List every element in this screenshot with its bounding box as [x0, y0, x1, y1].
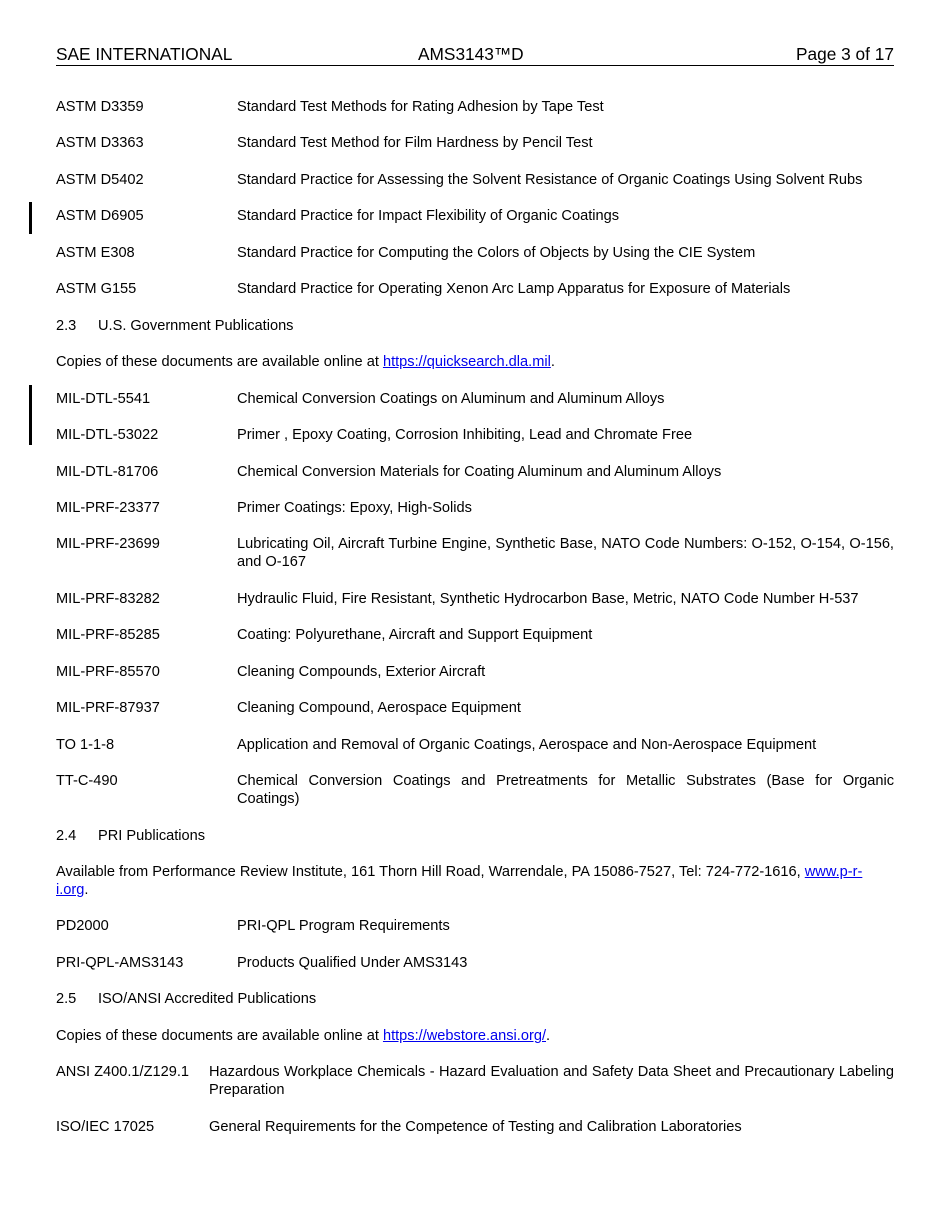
section-title: PRI Publications — [98, 828, 206, 844]
reference-code: MIL-PRF-85570 — [56, 664, 160, 680]
reference-code: MIL-DTL-81706 — [56, 464, 159, 480]
section-title: ISO/ANSI Accredited Publications — [98, 991, 317, 1007]
reference-code: TT-C-490 — [56, 773, 118, 789]
reference-code: MIL-DTL-5541 — [56, 391, 151, 407]
reference-title: Chemical Conversion Coatings on Aluminum and Aluminum Alloys — [237, 391, 665, 407]
reference-code: TO 1-1-8 — [56, 737, 115, 753]
reference-title: Products Qualified Under AMS3143 — [237, 955, 468, 971]
reference-title: Standard Test Methods for Rating Adhesion by Tape Test — [237, 99, 604, 115]
reference-title: Standard Practice for Computing the Colors of Objects by Using the CIE System — [237, 245, 756, 261]
reference-title: Hydraulic Fluid, Fire Resistant, Synthetic Hydrocarbon Base, Metric, NATO Code Number H-537 — [237, 591, 859, 607]
reference-code: ASTM D3359 — [56, 99, 144, 115]
section-title: U.S. Government Publications — [98, 318, 294, 334]
page-header — [56, 44, 894, 66]
reference-code: ASTM D3363 — [56, 135, 144, 151]
section-heading — [56, 317, 894, 335]
reference-code: MIL-PRF-83282 — [56, 591, 160, 607]
section-heading — [56, 990, 894, 1008]
section-number: 2.4 — [56, 828, 77, 844]
reference-code: MIL-PRF-23699 — [56, 536, 160, 552]
reference-code: MIL-DTL-53022 — [56, 427, 159, 443]
reference-title: PRI-QPL Program Requirements — [237, 918, 450, 934]
change-bar — [29, 385, 32, 445]
dla-quicksearch-link[interactable]: https://quicksearch.dla.mil — [382, 354, 551, 370]
reference-title: Standard Practice for Operating Xenon Arc Lamp Apparatus for Exposure of Materials — [237, 281, 791, 297]
reference-title: Application and Removal of Organic Coatings, Aerospace and Non-Aerospace Equipment — [237, 737, 817, 753]
reference-title: Chemical Conversion Coatings and Pretreatments for Metallic Substrates (Base for Organic Coatings) — [237, 773, 894, 807]
reference-code: MIL-PRF-85285 — [56, 627, 160, 643]
section-intro: Copies of these documents are available online at https://webstore.ansi.org/. — [56, 1028, 551, 1044]
change-bar — [29, 202, 32, 234]
reference-title: Chemical Conversion Materials for Coating Aluminum and Aluminum Alloys — [237, 464, 722, 480]
reference-code: PRI-QPL-AMS3143 — [56, 955, 184, 971]
header-organization: SAE INTERNATIONAL — [56, 44, 233, 64]
reference-title: General Requirements for the Competence of Testing and Calibration Laboratories — [209, 1119, 742, 1135]
section-intro: Available from Performance Review Institute, 161 Thorn Hill Road, Warrendale, PA 15086-7527, Tel: 724-772-1616, www.p-r-i.org. — [56, 864, 863, 898]
reference-code: MIL-PRF-87937 — [56, 700, 160, 716]
reference-title: Standard Practice for Assessing the Solvent Resistance of Organic Coatings Using Solvent Rubs — [237, 172, 863, 188]
reference-title: Lubricating Oil, Aircraft Turbine Engine, Synthetic Base, NATO Code Numbers: O-152, O-154, O-156, and O-167 — [237, 536, 894, 570]
pri-website-link[interactable]: www.p-r-i.org — [56, 864, 863, 898]
reference-title: Cleaning Compound, Aerospace Equipment — [237, 700, 521, 716]
ansi-webstore-link[interactable]: https://webstore.ansi.org/ — [382, 1028, 546, 1044]
reference-code: ASTM D5402 — [56, 172, 144, 188]
section-number: 2.5 — [56, 991, 77, 1007]
section-heading — [56, 827, 894, 845]
reference-code: MIL-PRF-23377 — [56, 500, 160, 516]
reference-title: Coating: Polyurethane, Aircraft and Support Equipment — [237, 627, 593, 643]
header-page-number: Page 3 of 17 — [795, 44, 894, 64]
reference-code: PD2000 — [56, 918, 109, 934]
reference-code: ISO/IEC 17025 — [56, 1119, 155, 1135]
section-number: 2.3 — [56, 318, 77, 334]
section-intro: Copies of these documents are available online at https://quicksearch.dla.mil. — [56, 354, 555, 370]
reference-title: Primer Coatings: Epoxy, High-Solids — [237, 500, 472, 516]
reference-title: Hazardous Workplace Chemicals - Hazard Evaluation and Safety Data Sheet and Precautionary Labeling Preparation — [209, 1064, 894, 1098]
reference-title: Primer , Epoxy Coating, Corrosion Inhibiting, Lead and Chromate Free — [237, 427, 693, 443]
reference-title: Standard Practice for Impact Flexibility of Organic Coatings — [237, 208, 620, 224]
reference-title: Cleaning Compounds, Exterior Aircraft — [237, 664, 486, 680]
reference-code: ANSI Z400.1/Z129.1 — [56, 1064, 190, 1080]
reference-code: ASTM G155 — [56, 281, 137, 297]
reference-code: ASTM D6905 — [56, 208, 144, 224]
reference-title: Standard Test Method for Film Hardness by Pencil Test — [237, 135, 593, 151]
reference-code: ASTM E308 — [56, 245, 135, 261]
header-document-number: AMS3143™D — [418, 44, 524, 64]
